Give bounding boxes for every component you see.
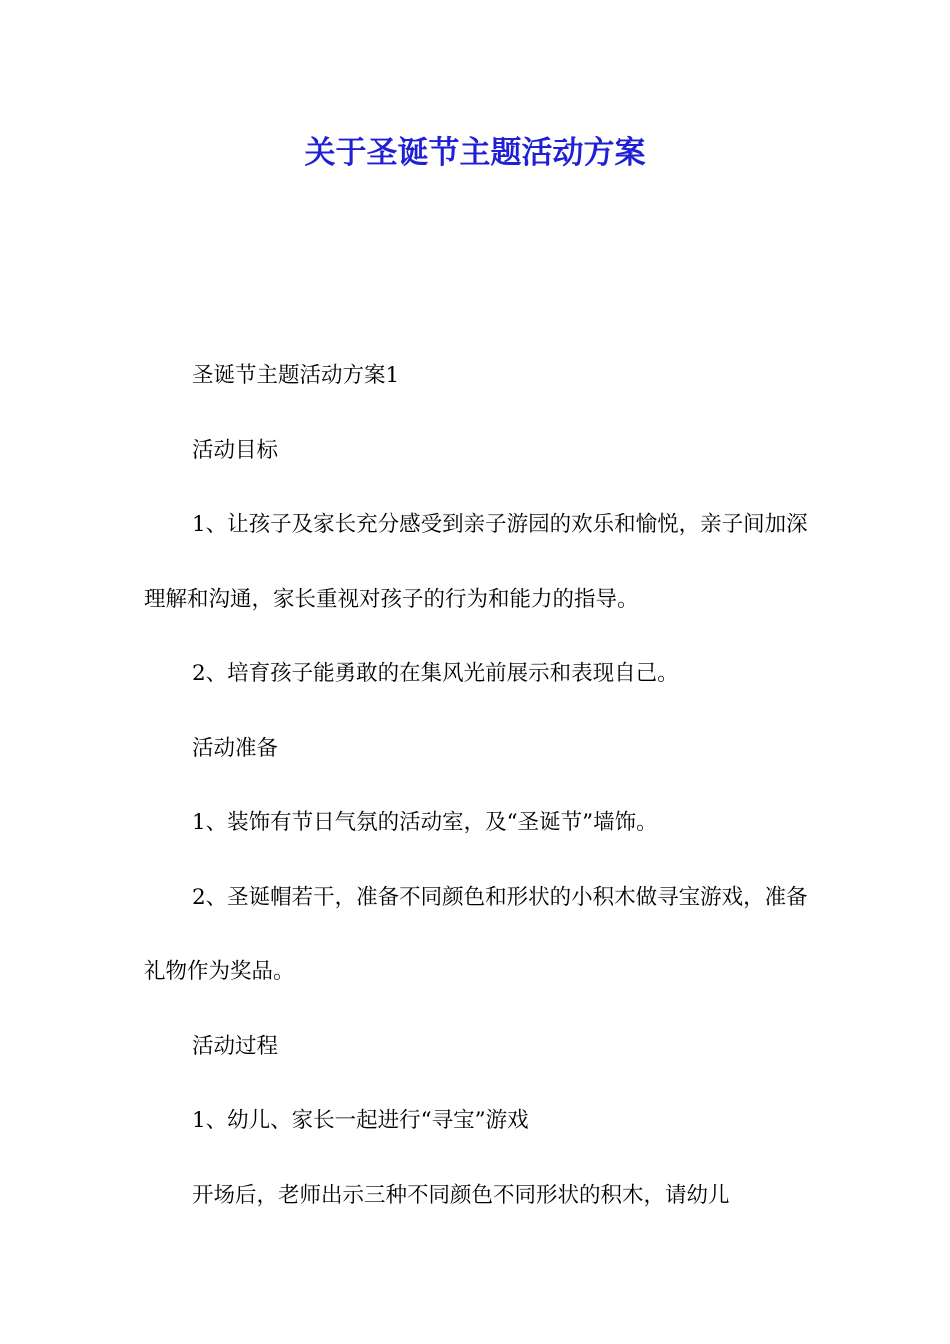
paragraph: 1、幼儿、家长一起进行“寻宝”游戏 xyxy=(192,1108,529,1133)
paragraph: 2、圣诞帽若干，准备不同颜色和形状的小积木做寻宝游戏，准备礼物作为奖品。 xyxy=(144,884,808,984)
subsection-heading: 活动准备 xyxy=(192,735,279,761)
paragraph: 1、装饰有节日气氛的活动室，及“圣诞节”墙饰。 xyxy=(192,810,658,835)
subsection-heading: 活动过程 xyxy=(192,1033,279,1059)
paragraph: 2、培育孩子能勇敢的在集风光前展示和表现自己。 xyxy=(192,661,679,686)
paragraph: 开场后，老师出示三种不同颜色不同形状的积木，请幼儿 xyxy=(192,1182,730,1208)
section-heading: 圣诞节主题活动方案1 xyxy=(192,363,400,388)
document-body xyxy=(144,339,809,1233)
document-title: 关于圣诞节主题活动方案 xyxy=(304,135,646,171)
subsection-heading: 活动目标 xyxy=(192,437,279,463)
paragraph: 1、让孩子及家长充分感受到亲子游园的欢乐和愉悦，亲子间加深理解和沟通，家长重视对孩子的行为和能力的指导。 xyxy=(144,512,808,612)
